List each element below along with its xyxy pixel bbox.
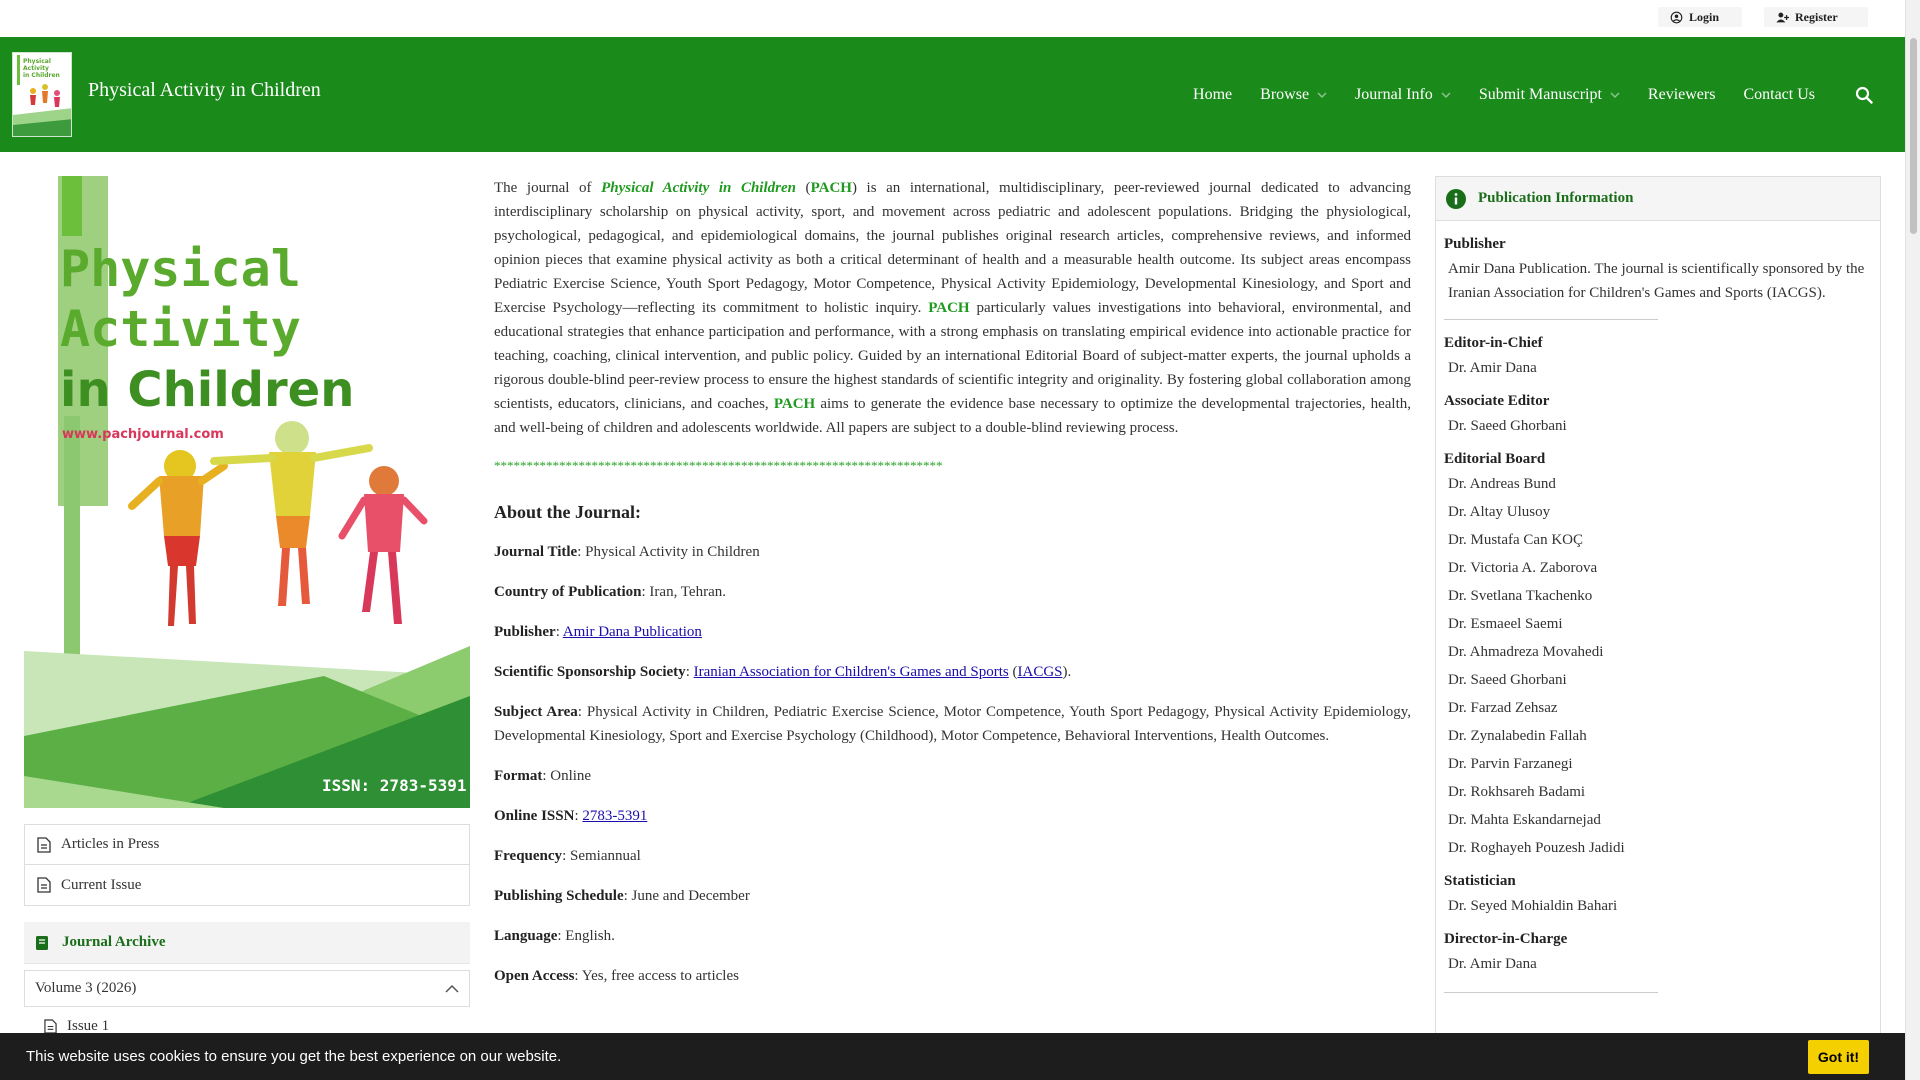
scrollbar-thumb[interactable]: [1910, 38, 1917, 234]
login-button[interactable]: [1658, 7, 1742, 27]
nav-reviewers-label: Reviewers: [1647, 85, 1716, 103]
info-value: : Semiannual: [562, 848, 641, 864]
divider: [1444, 319, 1658, 320]
board-member: Dr. Mahta Eskandarnejad: [1448, 812, 1601, 828]
board-member: Dr. Svetlana Tkachenko: [1448, 588, 1593, 604]
nav-contact-us-label: Contact Us: [1743, 85, 1815, 103]
statistician: Dr. Seyed Mohialdin Bahari: [1448, 898, 1618, 914]
board-member: Dr. Andreas Bund: [1448, 476, 1556, 492]
cover-issn: ISSN: 2783-5391: [322, 776, 467, 795]
role-director-in-charge: Director-in-Charge: [1444, 931, 1568, 947]
volume-toggle[interactable]: [24, 970, 470, 1007]
intro-text: aims to generate the evidence base necessary to optimize the developmental trajectories, health, and well-being of children and adolescents worldwide. All papers are subject to a double-blind reviewing process.: [494, 396, 1412, 436]
nav-submit-manuscript[interactable]: [1479, 86, 1620, 104]
info-value: : Iran, Tehran.: [641, 584, 726, 600]
board-member: Dr. Esmaeel Saemi: [1448, 616, 1563, 632]
publication-info-header: [1436, 177, 1880, 221]
chevron-up-icon: [445, 984, 459, 994]
info-frequency: [494, 844, 1411, 868]
info-label: Publisher: [494, 624, 556, 640]
site-title[interactable]: Physical Activity in Children: [88, 79, 321, 101]
intro-abbr: PACH: [773, 396, 816, 412]
cookie-accept-button[interactable]: Got it!: [1808, 1040, 1869, 1074]
intro-abbr: PACH: [810, 180, 852, 196]
info-publisher: Publisher: Amir Dana Publication: [494, 624, 702, 640]
cover-title-line-3: in Children: [60, 362, 355, 418]
role-publisher: Publisher: [1444, 236, 1506, 252]
nav-journal-info-label: Journal Info: [1355, 85, 1433, 103]
journal-logo[interactable]: [12, 52, 72, 137]
svg-text:in Children: in Children: [23, 72, 60, 79]
register-button[interactable]: [1764, 7, 1868, 27]
info-label: Open Access: [494, 968, 575, 984]
sidebar-item-label: Articles in Press: [61, 836, 160, 852]
info-journal-title: [494, 540, 1411, 564]
cover-website: www.pachjournal.com: [62, 427, 224, 442]
main-content: [494, 176, 1411, 1004]
info-label: Scientific Sponsorship Society: [494, 664, 686, 680]
board-member: Dr. Victoria A. Zaborova: [1448, 560, 1598, 576]
info-language: [494, 924, 1411, 948]
nav-submit-manuscript-label: Submit Manuscript: [1478, 85, 1602, 103]
info-value: : Physical Activity in Children: [577, 544, 760, 560]
role-statistician: Statistician: [1444, 873, 1516, 889]
cover-title-line-1: Physical: [60, 240, 301, 298]
user-plus-icon: [1776, 11, 1789, 24]
user-circle-icon: [1670, 11, 1683, 24]
main-nav: [1193, 37, 1905, 152]
chevron-down-icon: [1610, 90, 1620, 100]
chevron-down-icon: [1317, 90, 1327, 100]
cookie-message: This website uses cookies to ensure you get the best experience on our website.: [26, 1048, 562, 1065]
editor-in-chief: Dr. Amir Dana: [1448, 360, 1537, 376]
info-label: Country of Publication: [494, 584, 642, 600]
publisher-link[interactable]: Amir Dana Publication: [562, 624, 702, 640]
info-value: : June and December: [623, 888, 750, 904]
journal-archive-header: [24, 922, 470, 964]
associate-editor: Dr. Saeed Ghorbani: [1448, 418, 1567, 434]
info-subject-area: [494, 700, 1411, 748]
star-divider: *********************************************************************: [494, 458, 943, 473]
info-label: Journal Title: [494, 544, 578, 560]
info-label: Online ISSN: [494, 808, 575, 824]
sidebar-links: [24, 824, 470, 906]
info-open-access: [494, 964, 1411, 988]
publisher-text: Amir Dana Publication. The journal is scientifically sponsored by the Iranian Association for Children's Games and Sports (IACGS).: [1448, 261, 1865, 301]
info-label: Language: [494, 928, 558, 944]
info-label: Format: [494, 768, 543, 784]
login-label: Login: [1689, 9, 1720, 24]
role-editor-in-chief: Editor-in-Chief: [1444, 335, 1543, 351]
book-icon: [34, 935, 50, 951]
board-member: Dr. Mustafa Can KOÇ: [1448, 532, 1583, 548]
nav-browse[interactable]: [1260, 86, 1327, 104]
board-member: Dr. Zynalabedin Fallah: [1448, 728, 1587, 744]
info-value: : Yes, free access to articles: [574, 968, 739, 984]
file-icon: [37, 837, 51, 853]
info-value: : Physical Activity in Children, Pediatric Exercise Science, Motor Competence, Youth Sport Pedagogy, Physical Activity Epidemiology, Developmental Kinesiology, Sport and Exercise Psychology (Childhood), Motor Competence, Behavioral Interventions, Health Outcomes.: [494, 704, 1411, 744]
info-country: [494, 580, 1411, 604]
info-label: Frequency: [494, 848, 563, 864]
info-value: : Online: [542, 768, 592, 784]
about-heading: About the Journal:: [494, 502, 642, 522]
publication-info-title: Publication Information: [1478, 190, 1634, 206]
info-format: [494, 764, 1411, 788]
issn-link[interactable]: 2783-5391: [582, 808, 648, 824]
info-icon: [1446, 189, 1466, 209]
publication-info-body: [1436, 221, 1880, 1015]
director-in-charge: Dr. Amir Dana: [1448, 956, 1537, 972]
svg-text:Physical: Physical: [23, 58, 51, 65]
intro-text: The journal of: [494, 180, 602, 196]
nav-reviewers[interactable]: [1648, 86, 1716, 104]
sidebar-item-current-issue[interactable]: [24, 865, 470, 906]
nav-browse-label: Browse: [1260, 85, 1310, 103]
info-label: Subject Area: [494, 704, 578, 720]
svg-text:Activity: Activity: [23, 65, 49, 72]
intro-journal-name: Physical Activity in Children: [601, 180, 796, 196]
board-member: Dr. Rokhsareh Badami: [1448, 784, 1586, 800]
file-icon: [37, 877, 51, 893]
file-icon: [44, 1019, 57, 1034]
intro-text: ) is an international, multidisciplinary, peer-reviewed journal dedicated to advancing interdisciplinary scholarship on physical activity, sport, and movement across pediatric and adolescent populations. Bridging the physiological, psychological, pedagogical, and epidemiological domains, the journal publishes original research articles, comprehensive reviews, and informed opinion pieces that examine physical activity as both a critical determinant of health and a measurable health outcome. Its subject areas encompass Pediatric Exercise Science, Youth Sport Pedagogy, Motor Competence, Physical Activity Epidemiology, Developmental Kinesiology, and Sport and Exercise Psychology—reflecting its commitment to holistic inquiry.: [494, 180, 1411, 316]
top-bar: [0, 0, 1920, 37]
issue-label: Issue 1: [67, 1017, 110, 1034]
journal-logo-image: [13, 53, 72, 137]
cover-title-line-2: Activity: [60, 300, 301, 358]
info-schedule: [494, 884, 1411, 908]
nav-home[interactable]: [1193, 86, 1232, 104]
sponsor-abbr-link[interactable]: IACGS: [1017, 664, 1063, 680]
nav-contact-us[interactable]: [1743, 86, 1815, 104]
cookie-banner: [0, 1033, 1905, 1080]
intro-text: (: [795, 180, 811, 196]
sponsor-link[interactable]: Iranian Association for Children's Games and Sports: [693, 664, 1009, 680]
page-scrollbar[interactable]: [1905, 0, 1920, 1080]
journal-description: [494, 176, 1411, 440]
sidebar-item-articles-in-press[interactable]: [24, 824, 470, 865]
search-icon[interactable]: [1855, 86, 1873, 104]
register-label: Register: [1795, 9, 1838, 24]
cover-artwork: [24, 176, 470, 808]
info-label: Publishing Schedule: [494, 888, 624, 904]
publication-info-panel: [1435, 176, 1881, 1080]
nav-home-label: Home: [1193, 85, 1233, 103]
role-editorial-board: Editorial Board: [1444, 451, 1546, 467]
board-member: Dr. Parvin Farzanegi: [1448, 756, 1573, 772]
board-member: Dr. Roghayeh Pouzesh Jadidi: [1448, 840, 1625, 856]
divider: [1444, 992, 1658, 993]
intro-text: particularly values investigations into behavioral, environmental, and educational strategies that enhance participation and performance, with a strong emphasis on translating empirical evidence into actionable practice for teaching, coaching, clinical intervention, and public policy. Guided by an international Editorial Board of subject-matter experts, the journal upholds a rigorous double-blind peer-review process to ensure the highest standards of scientific integrity and originality. By fostering global collaboration among scientists, educators, clinicians, and coaches,: [494, 300, 1411, 412]
role-associate-editor: Associate Editor: [1444, 393, 1550, 409]
editorial-board-list: [1444, 470, 1872, 862]
site-header: [0, 37, 1905, 152]
info-sponsor: Scientific Sponsorship Society: Iranian Association for Children's Games and Sports (IACGS).: [494, 664, 1072, 680]
left-sidebar: [24, 176, 470, 1045]
sidebar-item-label: Current Issue: [61, 876, 142, 893]
journal-cover-image[interactable]: [24, 176, 470, 808]
journal-archive-title: Journal Archive: [62, 934, 166, 950]
chevron-down-icon: [1441, 90, 1451, 100]
info-issn: Online ISSN: 2783-5391: [494, 808, 648, 824]
board-member: Dr. Farzad Zehsaz: [1448, 700, 1558, 716]
info-value: : English.: [557, 928, 615, 944]
board-member: Dr. Ahmadreza Movahedi: [1448, 644, 1604, 660]
nav-journal-info[interactable]: [1355, 86, 1451, 104]
volume-label: Volume 3 (2026): [35, 980, 137, 996]
intro-abbr: PACH: [928, 300, 970, 316]
board-member: Dr. Saeed Ghorbani: [1448, 672, 1567, 688]
board-member: Dr. Altay Ulusoy: [1448, 504, 1551, 520]
